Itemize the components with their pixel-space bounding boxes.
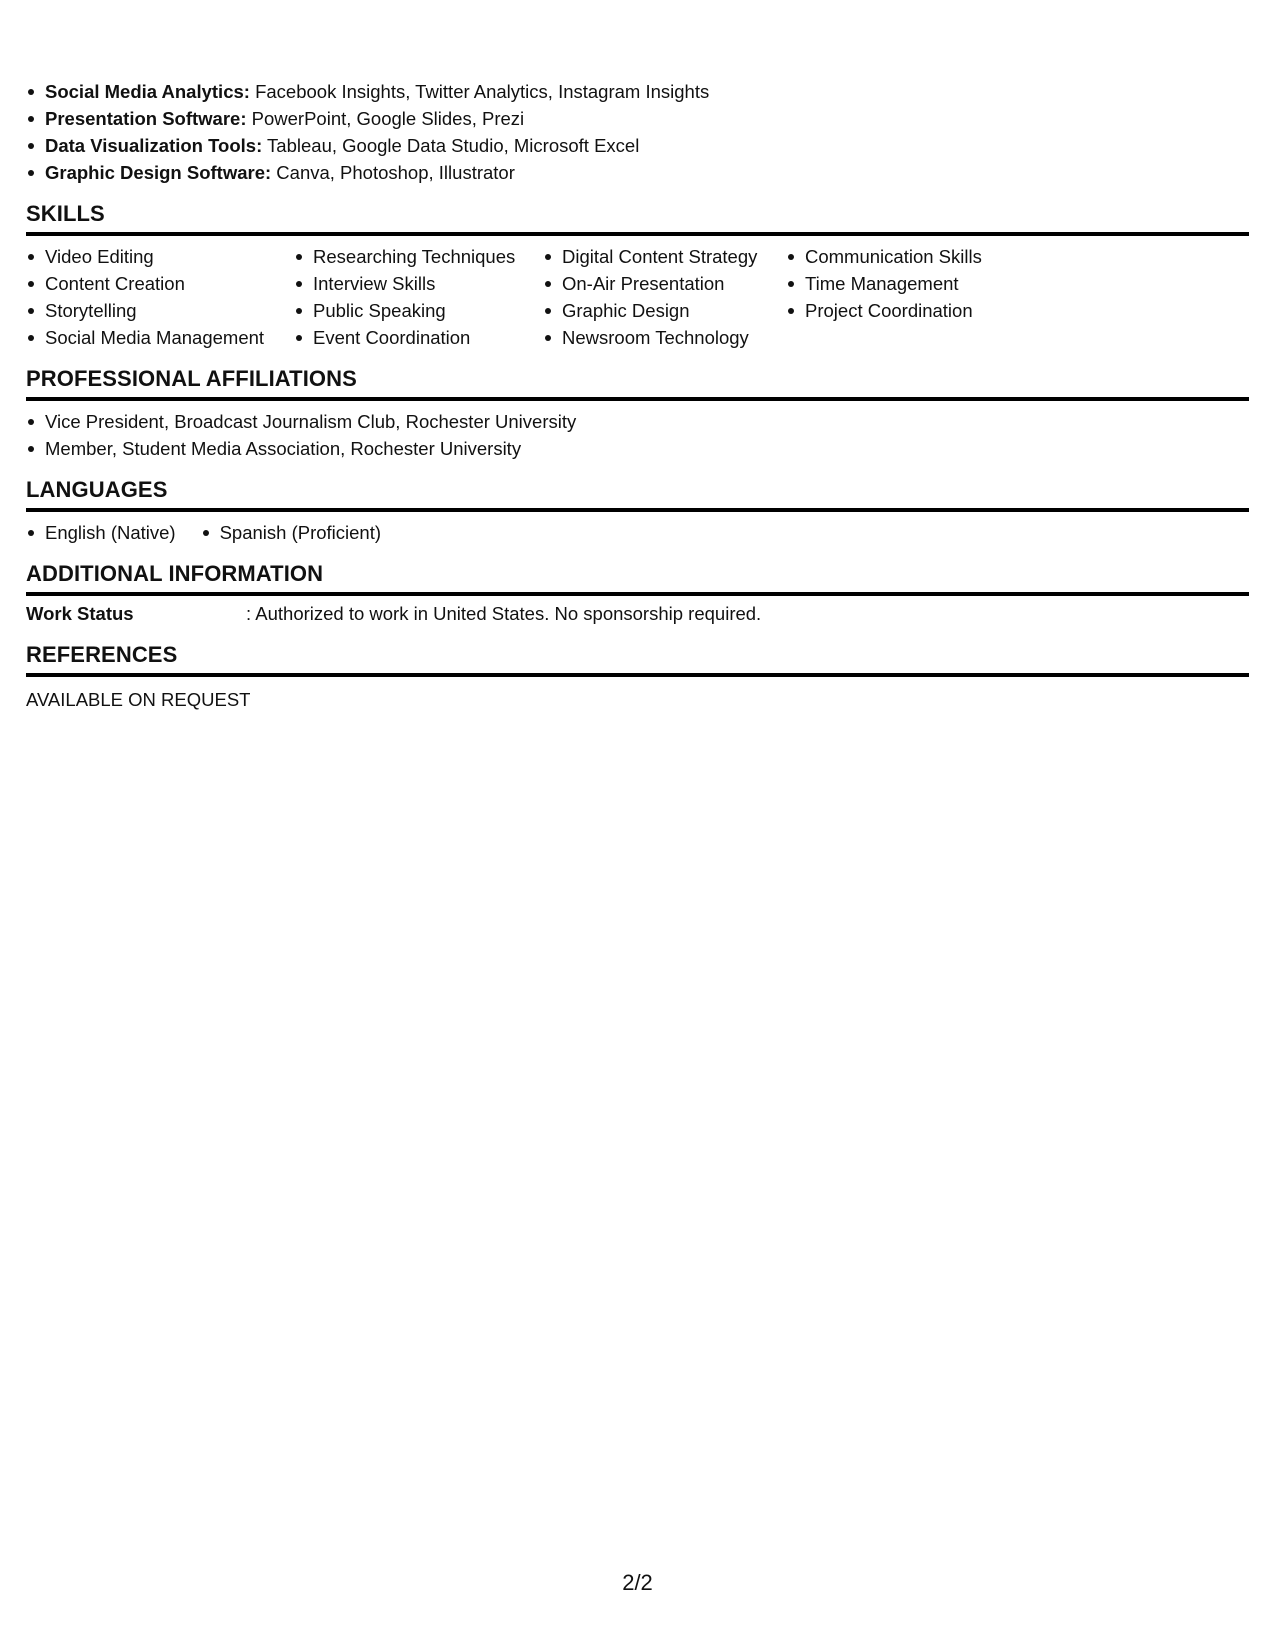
page-number: 2/2	[622, 1570, 653, 1595]
skills-grid	[26, 236, 1249, 351]
affiliation-item: Member, Student Media Association, Rochester University	[26, 435, 1249, 462]
resume-page	[26, 78, 1249, 713]
section-title-affiliations: PROFESSIONAL AFFILIATIONS	[26, 366, 1249, 401]
tools-item-label: Graphic Design Software:	[45, 162, 272, 183]
references-section	[26, 642, 1249, 713]
tools-item	[26, 78, 1249, 105]
skill-item: Video Editing	[26, 243, 294, 270]
skills-column	[543, 243, 786, 351]
affiliations-list	[26, 401, 1249, 462]
skill-item: Event Coordination	[294, 324, 543, 351]
tools-item-label: Presentation Software:	[45, 108, 247, 129]
skill-item: Social Media Management	[26, 324, 294, 351]
tools-item	[26, 105, 1249, 132]
languages-list	[26, 512, 1249, 546]
skill-item: Communication Skills	[786, 243, 1046, 270]
tools-item-label: Social Media Analytics:	[45, 81, 250, 102]
work-status-row	[26, 596, 1249, 627]
skill-item: Content Creation	[26, 270, 294, 297]
language-item: Spanish (Proficient)	[201, 519, 381, 546]
section-title-references: REFERENCES	[26, 642, 1249, 677]
additional-info-section	[26, 561, 1249, 627]
tools-item-value: Facebook Insights, Twitter Analytics, Instagram Insights	[249, 81, 710, 102]
skills-column	[26, 243, 294, 351]
references-text: AVAILABLE ON REQUEST	[26, 689, 251, 710]
tools-list	[26, 78, 1249, 186]
tools-item-label: Data Visualization Tools:	[45, 135, 263, 156]
skill-item: Newsroom Technology	[543, 324, 786, 351]
skills-column	[786, 243, 1046, 324]
section-title-additional-info: ADDITIONAL INFORMATION	[26, 561, 1249, 596]
tools-item-value: PowerPoint, Google Slides, Prezi	[246, 108, 525, 129]
skill-item: Project Coordination	[786, 297, 1046, 324]
affiliations-section	[26, 366, 1249, 462]
skill-item: Researching Techniques	[294, 243, 543, 270]
work-status-label: Work Status	[26, 603, 134, 624]
language-item: English (Native)	[26, 519, 176, 546]
tools-item-value: Tableau, Google Data Studio, Microsoft Excel	[262, 135, 640, 156]
skills-section	[26, 201, 1249, 351]
affiliation-item: Vice President, Broadcast Journalism Club, Rochester University	[26, 408, 1249, 435]
skills-column	[294, 243, 543, 351]
skill-item: Digital Content Strategy	[543, 243, 786, 270]
skill-item: Interview Skills	[294, 270, 543, 297]
skill-item: Public Speaking	[294, 297, 543, 324]
tools-item-value: Canva, Photoshop, Illustrator	[271, 162, 515, 183]
tools-item	[26, 132, 1249, 159]
work-status-value: : Authorized to work in United States. No sponsorship required.	[246, 603, 762, 624]
skill-item: Storytelling	[26, 297, 294, 324]
section-title-languages: LANGUAGES	[26, 477, 1249, 512]
skill-item: On-Air Presentation	[543, 270, 786, 297]
tools-item	[26, 159, 1249, 186]
languages-section	[26, 477, 1249, 546]
skill-item: Graphic Design	[543, 297, 786, 324]
section-title-skills: SKILLS	[26, 201, 1249, 236]
skill-item: Time Management	[786, 270, 1046, 297]
